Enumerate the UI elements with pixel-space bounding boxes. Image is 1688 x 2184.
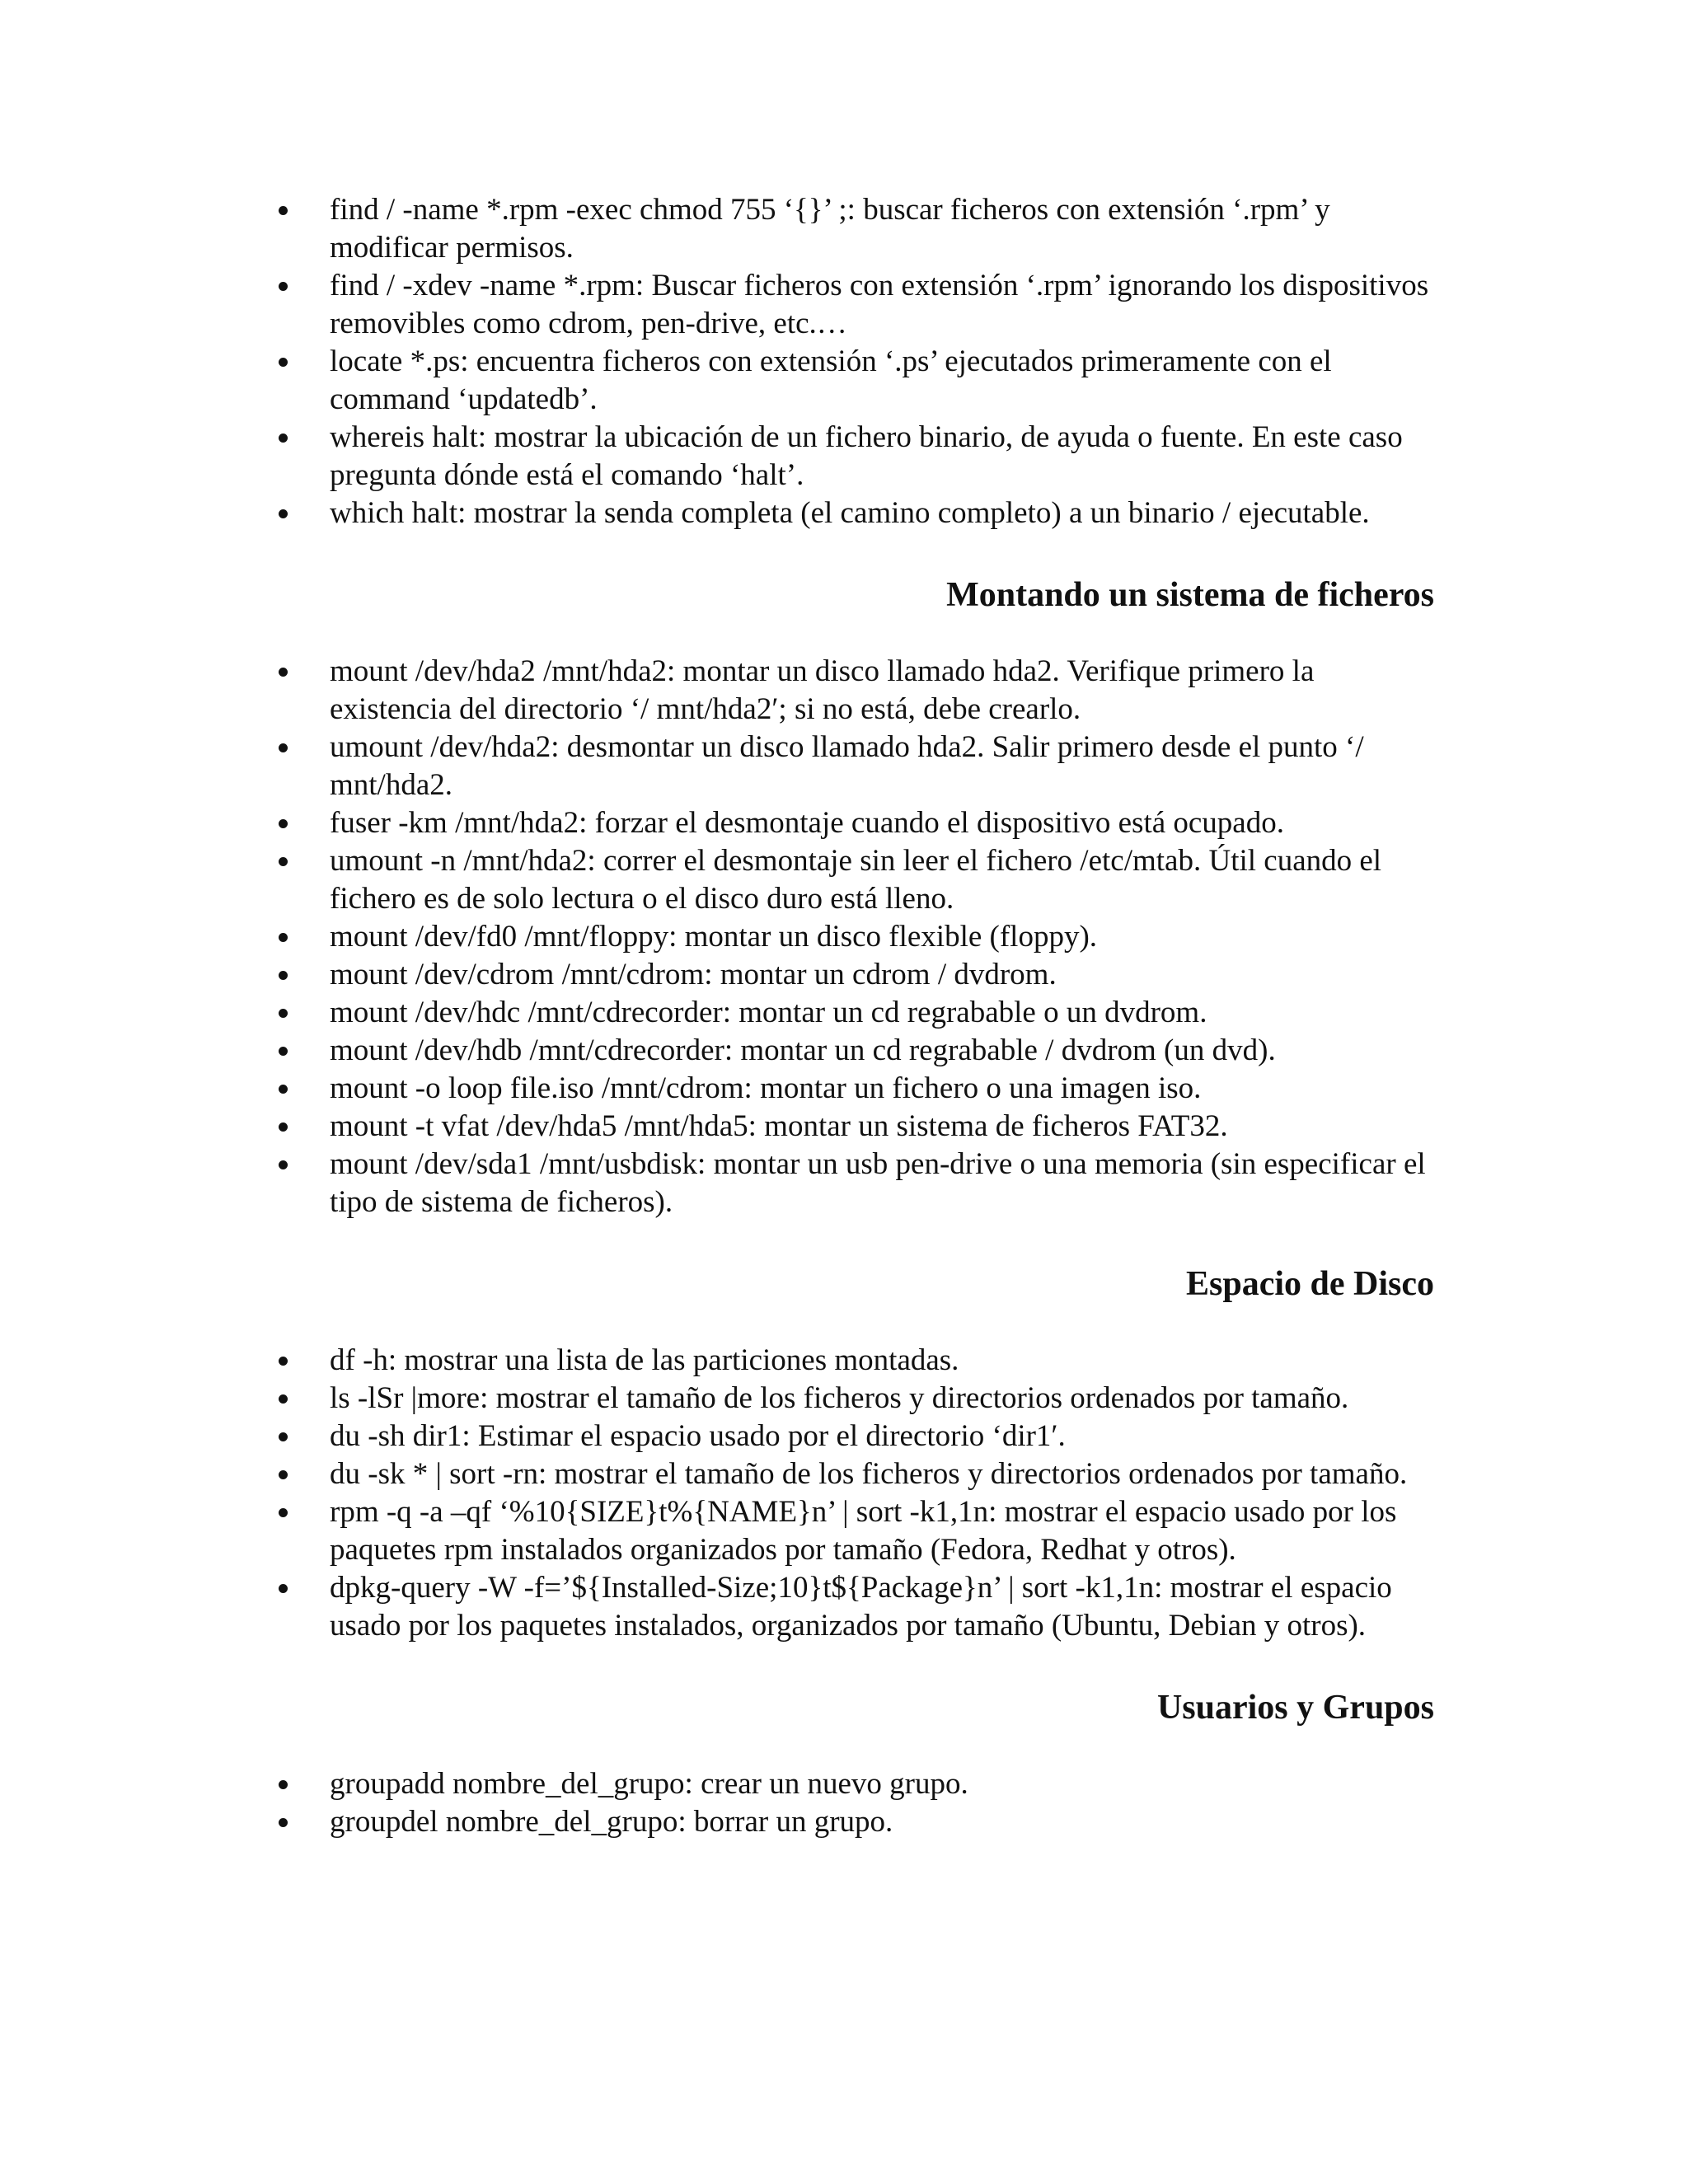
bullet-icon — [279, 206, 288, 215]
list-item — [274, 191, 1434, 267]
bullet-icon — [279, 1160, 288, 1169]
bullet-icon — [279, 1085, 288, 1094]
list-item — [274, 1108, 1434, 1146]
document-page — [274, 191, 1434, 1841]
list-item-text: which halt: mostrar la senda completa (el camino completo) a un binario / ejecutable. — [330, 496, 1370, 530]
list-item — [274, 842, 1434, 918]
list-item — [274, 1070, 1434, 1108]
list-item-text: mount -t vfat /dev/hda5 /mnt/hda5: montar un sistema de ficheros FAT32. — [330, 1109, 1228, 1143]
list-item — [274, 1569, 1434, 1645]
bullet-icon — [279, 1357, 288, 1366]
list-item-text: find / -xdev -name *.rpm: Buscar ficheros con extensión ‘.rpm’ ignorando los dispositivos removibles como cdrom, pen-drive, etc.… — [330, 269, 1429, 340]
bullet-icon — [279, 434, 288, 443]
intro-list — [274, 191, 1434, 532]
bullet-icon — [279, 1432, 288, 1441]
list-item-text: umount /dev/hda2: desmontar un disco llamado hda2. Salir primero desde el punto ‘/ mnt/hda2. — [330, 730, 1364, 802]
bullet-icon — [279, 509, 288, 518]
bullet-icon — [279, 1047, 288, 1056]
bullet-icon — [279, 282, 288, 291]
list-item — [274, 1380, 1434, 1418]
bullet-icon — [279, 358, 288, 367]
list-item-text: dpkg-query -W -f=’${Installed-Size;10}t${Package}n’ | sort -k1,1n: mostrar el espacio usado por los paquetes instalados, organizados por tamaño (Ubuntu, Debian y otros). — [330, 1571, 1392, 1643]
list-item — [274, 1455, 1434, 1493]
list-item-text: du -sh dir1: Estimar el espacio usado por el directorio ‘dir1′. — [330, 1419, 1066, 1453]
bullet-icon — [279, 933, 288, 942]
users-groups-list — [274, 1765, 1434, 1841]
list-item-text: groupadd nombre_del_grupo: crear un nuevo grupo. — [330, 1767, 968, 1801]
list-item — [274, 1493, 1434, 1569]
list-item — [274, 729, 1434, 804]
list-item-text: ls -lSr |more: mostrar el tamaño de los ficheros y directorios ordenados por tamaño. — [330, 1381, 1349, 1415]
list-item-text: fuser -km /mnt/hda2: forzar el desmontaje cuando el dispositivo está ocupado. — [330, 806, 1284, 840]
bullet-icon — [279, 1584, 288, 1593]
bullet-icon — [279, 1394, 288, 1404]
list-item — [274, 1803, 1434, 1841]
list-item-text: mount /dev/hda2 /mnt/hda2: montar un disco llamado hda2. Verifique primero la existencia del directorio ‘/ mnt/hda2′; si no está, debe crearlo. — [330, 654, 1315, 726]
list-item-text: groupdel nombre_del_grupo: borrar un grupo. — [330, 1805, 893, 1839]
bullet-icon — [279, 1009, 288, 1018]
section-heading-disk-space: Espacio de Disco — [1185, 1265, 1434, 1303]
list-item-text: locate *.ps: encuentra ficheros con extensión ‘.ps’ ejecutados primeramente con el command ‘updatedb’. — [330, 344, 1332, 416]
bullet-icon — [279, 1508, 288, 1517]
bullet-icon — [279, 1470, 288, 1479]
list-item — [274, 918, 1434, 956]
bullet-icon — [279, 971, 288, 980]
section-heading-mounting: Montando un sistema de ficheros — [946, 576, 1434, 614]
list-item — [274, 994, 1434, 1032]
disk-space-list — [274, 1342, 1434, 1645]
list-item — [274, 653, 1434, 729]
mounting-list — [274, 653, 1434, 1221]
list-item-text: mount /dev/sda1 /mnt/usbdisk: montar un usb pen-drive o una memoria (sin especificar el tipo de sistema de ficheros). — [330, 1147, 1426, 1219]
list-item-text: mount /dev/hdc /mnt/cdrecorder: montar un cd regrabable o un dvdrom. — [330, 996, 1207, 1029]
bullet-icon — [279, 668, 288, 677]
list-item — [274, 1032, 1434, 1070]
list-item — [274, 1146, 1434, 1221]
bullet-icon — [279, 1122, 288, 1132]
list-item-text: mount -o loop file.iso /mnt/cdrom: montar un fichero o una imagen iso. — [330, 1071, 1202, 1105]
list-item — [274, 1342, 1434, 1380]
list-item-text: df -h: mostrar una lista de las particiones montadas. — [330, 1343, 959, 1377]
list-item — [274, 494, 1434, 532]
list-item — [274, 1765, 1434, 1803]
list-item-text: find / -name *.rpm -exec chmod 755 ‘{}’ ;: buscar ficheros con extensión ‘.rpm’ y modificar permisos. — [330, 193, 1330, 265]
list-item — [274, 343, 1434, 419]
list-item — [274, 419, 1434, 494]
section-heading-users-groups: Usuarios y Grupos — [1156, 1689, 1434, 1727]
list-item — [274, 804, 1434, 842]
list-item-text: whereis halt: mostrar la ubicación de un fichero binario, de ayuda o fuente. En este caso pregunta dónde está el comando ‘halt’. — [330, 420, 1403, 492]
list-item-text: umount -n /mnt/hda2: correr el desmontaje sin leer el fichero /etc/mtab. Útil cuando el fichero es de solo lectura o el disco duro está lleno. — [330, 844, 1382, 916]
list-item — [274, 267, 1434, 343]
bullet-icon — [279, 857, 288, 866]
list-item — [274, 956, 1434, 994]
bullet-icon — [279, 1818, 288, 1827]
list-item-text: mount /dev/hdb /mnt/cdrecorder: montar un cd regrabable / dvdrom (un dvd). — [330, 1033, 1276, 1067]
bullet-icon — [279, 743, 288, 752]
list-item-text: mount /dev/cdrom /mnt/cdrom: montar un cdrom / dvdrom. — [330, 958, 1057, 991]
list-item-text: du -sk * | sort -rn: mostrar el tamaño de los ficheros y directorios ordenados por tamaño. — [330, 1457, 1408, 1491]
bullet-icon — [279, 819, 288, 828]
list-item-text: rpm -q -a –qf ‘%10{SIZE}t%{NAME}n’ | sort -k1,1n: mostrar el espacio usado por los paquetes rpm instalados organizados por tamaño (Fedora, Redhat y otros). — [330, 1495, 1397, 1567]
list-item — [274, 1418, 1434, 1455]
bullet-icon — [279, 1780, 288, 1789]
list-item-text: mount /dev/fd0 /mnt/floppy: montar un disco flexible (floppy). — [330, 920, 1098, 954]
